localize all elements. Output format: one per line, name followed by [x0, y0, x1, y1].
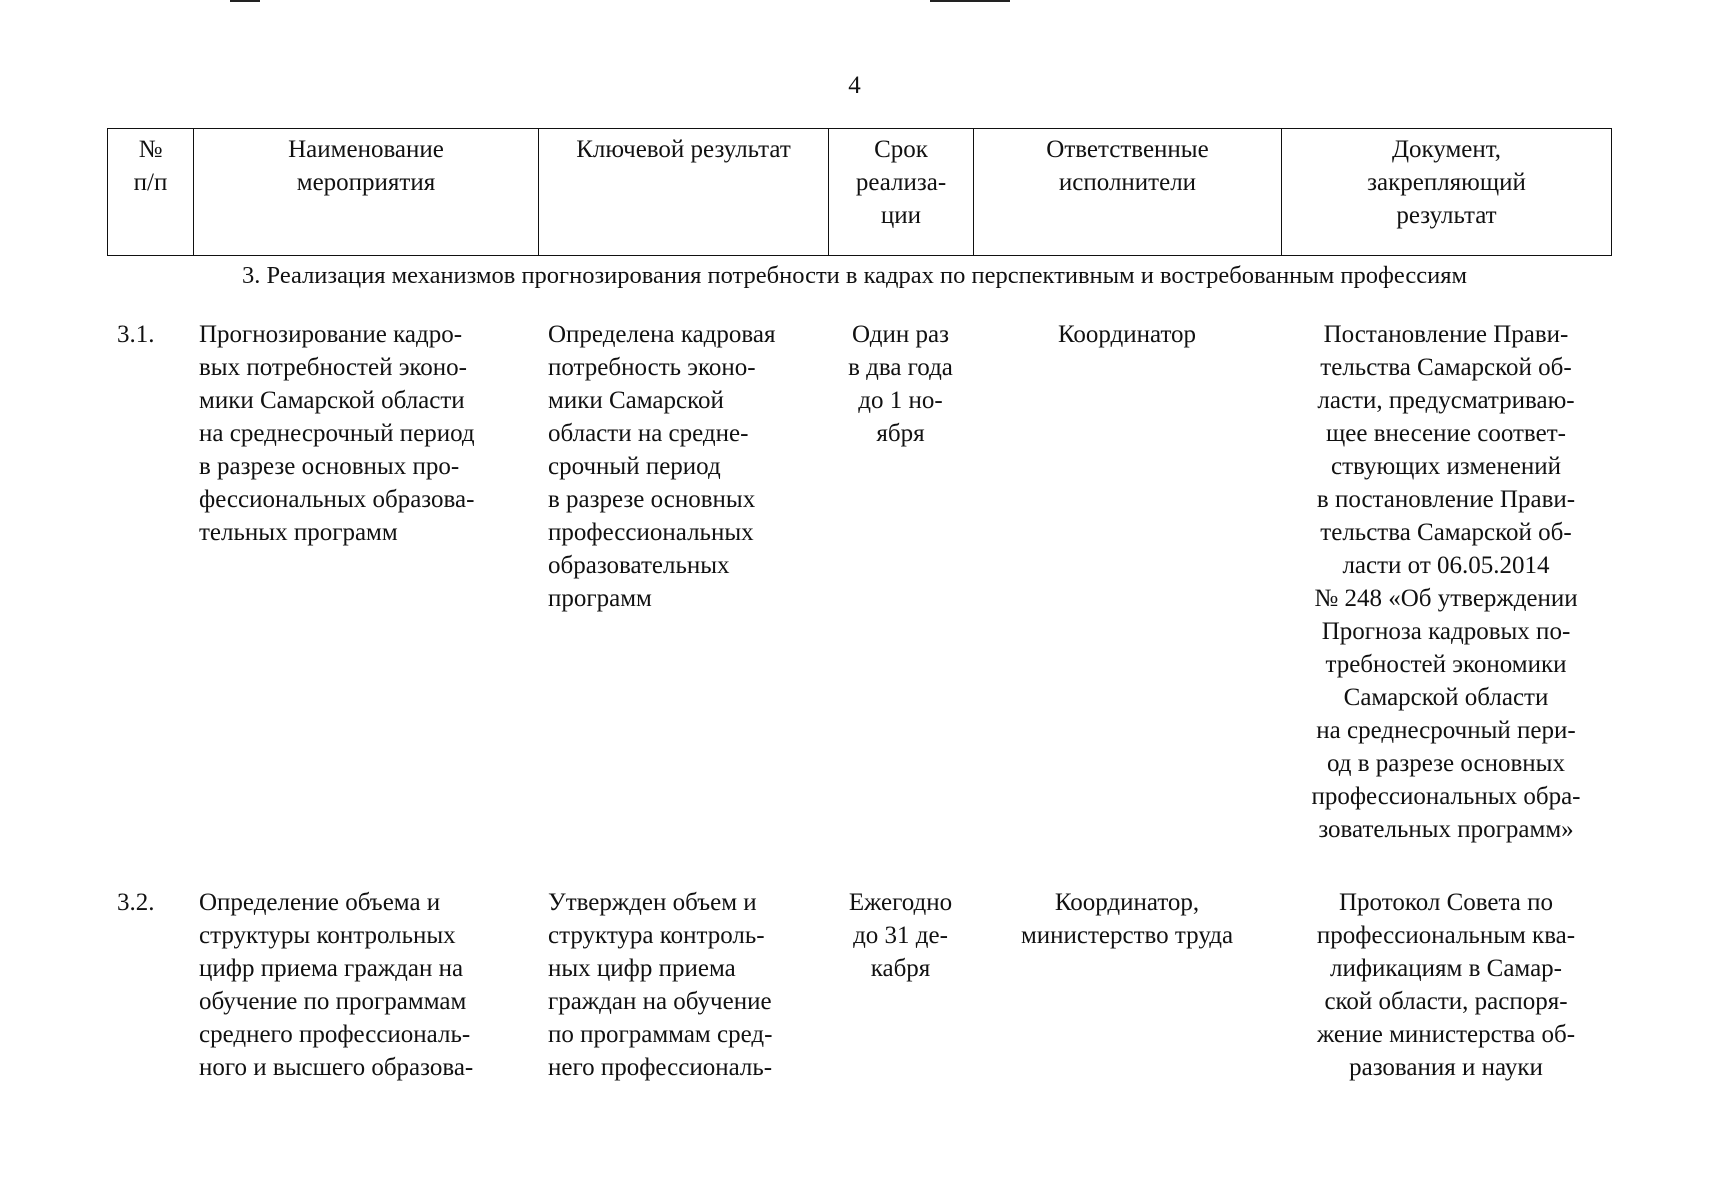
table-header: [107, 128, 1612, 256]
row-key-result: Утвержден объем и структура контроль- ных цифр приема граждан на обучение по программам сред- него профессиональ-: [548, 889, 773, 1081]
header-col-name: Наименование мероприятия: [194, 129, 539, 256]
table-row: [107, 318, 1611, 846]
header-col-number: № п/п: [108, 129, 194, 256]
row-activity-name: Прогнозирование кадро- вых потребностей эконо- мики Самарской области на среднесрочный период в разрезе основных про- фессиональных образова- тельных программ: [199, 321, 475, 546]
row-document: Постановление Прави- тельства Самарской об- ласти, предусматриваю- щее внесение соответ- ствующих изменений в постановление Прави- тельства Самарской об- ласти от 06.05.2014 № 248 «Об утверждении Прогноза кадровых по- требностей экономики Самарской области на среднесрочный пери- од в разрезе основных профессиональных обра- зовательных программ»: [1311, 321, 1581, 843]
page-number: 4: [848, 72, 861, 99]
header-col-term: Срок реализа- ции: [829, 129, 974, 256]
table-body: [107, 318, 1611, 1084]
table-row: [107, 886, 1611, 1084]
row-activity-name: Определение объема и структуры контрольных цифр приема граждан на обучение по программам среднего профессиональ- ного и высшего образова-: [199, 889, 474, 1081]
row-number: 3.1.: [117, 321, 155, 348]
section-title: 3. Реализация механизмов прогнозирования потребности в кадрах по перспективным и востребованным профессиям: [242, 262, 1467, 289]
table-header-row: [108, 129, 1612, 256]
row-key-result: Определена кадровая потребность эконо- мики Самарской области на средне- срочный период в разрезе основных профессиональных образовательных программ: [548, 321, 776, 612]
row-term: Ежегодно до 31 де- кабря: [848, 889, 953, 982]
row-document: Протокол Совета по профессиональным ква- лификациям в Самар- ской области, распоря- жение министерства об- разования и науки: [1316, 889, 1576, 1081]
row-term: Один раз в два года до 1 но- ября: [848, 321, 953, 447]
scan-top-edge: [930, 0, 1010, 2]
scan-top-edge: [230, 0, 260, 2]
row-spacer: [107, 846, 1611, 886]
header-col-document: Документ, закрепляющий результат: [1282, 129, 1612, 256]
row-executors: Координатор: [1057, 321, 1197, 348]
row-number: 3.2.: [117, 889, 155, 916]
row-executors: Координатор, министерство труда: [1020, 889, 1234, 949]
header-col-executors: Ответственные исполнители: [974, 129, 1282, 256]
header-col-result: Ключевой результат: [539, 129, 829, 256]
